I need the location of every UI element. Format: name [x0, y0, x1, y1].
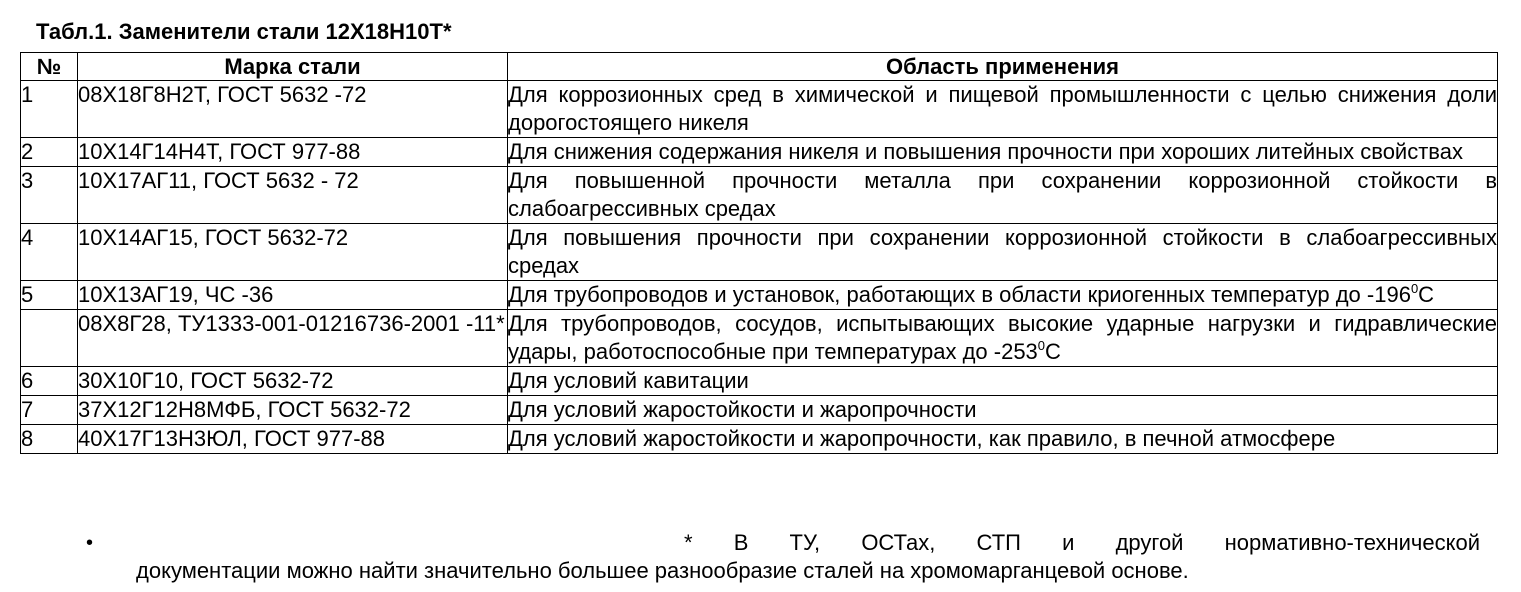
steel-substitutes-table — [20, 52, 1498, 454]
row-application: Для снижения содержания никеля и повышения прочности при хороших литейных свойствах — [508, 138, 1498, 167]
table-row — [21, 281, 1498, 310]
row-grade: 30Х10Г10, ГОСТ 5632-72 — [78, 367, 508, 396]
row-num: 3 — [21, 167, 78, 224]
row-application: Для условий кавитации — [508, 367, 1498, 396]
row-grade: 10Х13АГ19, ЧС -36 — [78, 281, 508, 310]
degree-sign: 0 — [1410, 281, 1419, 296]
row-grade: 40Х17Г13Н3ЮЛ, ГОСТ 977-88 — [78, 425, 508, 454]
row-application: Для повышенной прочности металла при сохранении коррозионной стойкости в слабоагрессивных средах — [508, 167, 1498, 224]
row-application: Для условий жаростойкости и жаропрочности — [508, 396, 1498, 425]
table-row — [21, 138, 1498, 167]
footnote-line-1: * В ТУ, ОСТах, СТП и другой нормативно-технической — [684, 530, 1480, 555]
header-num: № — [21, 53, 78, 81]
header-grade: Марка стали — [78, 53, 508, 81]
unit-text: С — [1418, 282, 1435, 307]
row-grade: 37Х12Г12Н8МФБ, ГОСТ 5632-72 — [78, 396, 508, 425]
footnote-line-2: документации можно найти значительно большее разнообразие сталей на хромомарганцевой основе. — [136, 558, 1189, 583]
table-row — [21, 396, 1498, 425]
header-application: Область применения — [508, 53, 1498, 81]
row-application — [508, 281, 1498, 310]
table-row — [21, 425, 1498, 454]
row-num: 7 — [21, 396, 78, 425]
row-num: 8 — [21, 425, 78, 454]
row-num: 5 — [21, 281, 78, 310]
row-application: Для условий жаростойкости и жаропрочности, как правило, в печной атмосфере — [508, 425, 1498, 454]
application-text: Для трубопроводов и установок, работающих в области криогенных температур до -196 — [508, 282, 1411, 307]
row-grade: 10Х14АГ15, ГОСТ 5632-72 — [78, 224, 508, 281]
table-caption: Табл.1. Заменители стали 12Х18Н10Т* — [36, 19, 452, 44]
row-application: Для коррозионных сред в химической и пищевой промышленности с целью снижения доли дорогостоящего никеля — [508, 81, 1498, 138]
footnote — [136, 529, 1480, 585]
row-grade: 08Х18Г8Н2Т, ГОСТ 5632 -72 — [78, 81, 508, 138]
row-grade: 08Х8Г28, ТУ1333-001-01216736-2001 -11* — [78, 310, 508, 367]
footnote-bullet: • — [86, 532, 94, 554]
row-num — [21, 310, 78, 367]
table-row — [21, 224, 1498, 281]
row-application — [508, 310, 1498, 367]
row-num: 6 — [21, 367, 78, 396]
row-num: 4 — [21, 224, 78, 281]
application-text: Для трубопроводов, сосудов, испытывающих высокие ударные нагрузки и гидравлические удары, работоспособные при температурах до -253 — [508, 311, 1497, 364]
degree-sign: 0 — [1037, 338, 1046, 353]
table-row — [21, 367, 1498, 396]
table-row — [21, 167, 1498, 224]
row-num: 2 — [21, 138, 78, 167]
row-application: Для повышения прочности при сохранении коррозионной стойкости в слабоагрессивных средах — [508, 224, 1498, 281]
table-header-row — [21, 53, 1498, 81]
table-row — [21, 310, 1498, 367]
table-row — [21, 81, 1498, 138]
row-num: 1 — [21, 81, 78, 138]
row-grade: 10Х14Г14Н4Т, ГОСТ 977-88 — [78, 138, 508, 167]
row-grade: 10Х17АГ11, ГОСТ 5632 - 72 — [78, 167, 508, 224]
unit-text: С — [1045, 339, 1061, 364]
